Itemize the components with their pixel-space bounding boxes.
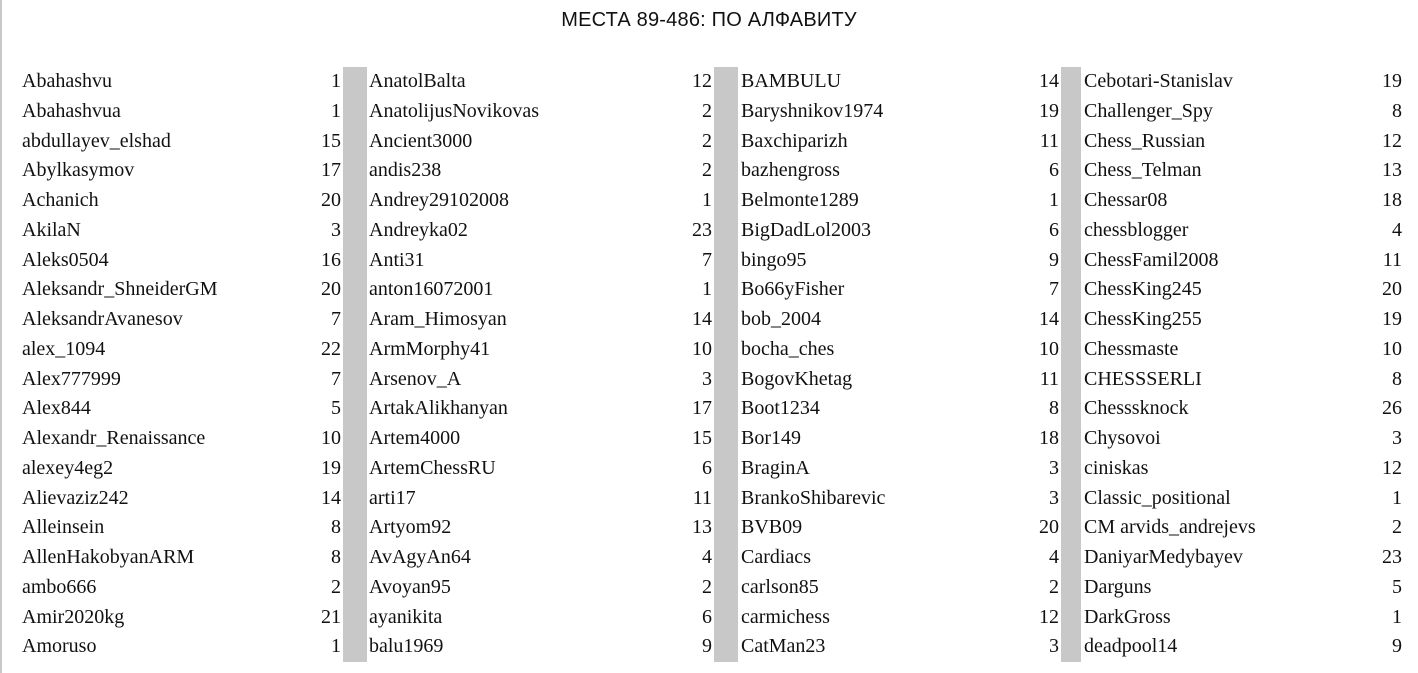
player-name: Alievaziz242 xyxy=(22,486,129,509)
player-score: 18 xyxy=(1382,189,1402,211)
player-score: 18 xyxy=(1039,427,1059,449)
player-name: Andrey29102008 xyxy=(369,189,509,211)
player-name: balu1969 xyxy=(369,635,444,658)
player-name: Abahashvua xyxy=(22,99,121,122)
column-3 xyxy=(741,67,1059,662)
list-row xyxy=(369,424,712,454)
player-score: 19 xyxy=(1382,308,1402,330)
player-score: 20 xyxy=(1039,516,1059,539)
player-score: 13 xyxy=(1382,159,1402,182)
list-row xyxy=(22,424,341,454)
player-score: 7 xyxy=(331,367,341,390)
player-name: Alex844 xyxy=(22,397,91,420)
player-score: 13 xyxy=(692,516,712,539)
player-name: BraginA xyxy=(741,456,810,479)
list-row xyxy=(369,543,712,573)
list-row xyxy=(741,246,1059,276)
list-row xyxy=(22,394,341,424)
player-score: 8 xyxy=(1049,397,1059,420)
player-score: 19 xyxy=(1039,99,1059,122)
player-score: 3 xyxy=(1392,427,1402,449)
player-score: 7 xyxy=(331,308,341,330)
list-row xyxy=(22,216,341,246)
list-row xyxy=(369,484,712,514)
list-row xyxy=(1084,424,1402,454)
list-row xyxy=(741,394,1059,424)
player-score: 3 xyxy=(702,367,712,390)
player-name: Baxchiparizh xyxy=(741,129,848,152)
list-row xyxy=(369,603,712,633)
player-score: 15 xyxy=(692,427,712,449)
list-row xyxy=(741,632,1059,662)
list-row xyxy=(22,454,341,484)
list-row xyxy=(741,365,1059,395)
player-name: Aleks0504 xyxy=(22,248,109,271)
player-name: Bo66yFisher xyxy=(741,278,845,301)
list-row xyxy=(22,305,341,335)
list-row xyxy=(1084,573,1402,603)
player-score: 5 xyxy=(331,397,341,420)
player-name: Artem4000 xyxy=(369,427,461,449)
player-score: 1 xyxy=(702,189,712,211)
list-row xyxy=(1084,246,1402,276)
list-row xyxy=(369,275,712,305)
player-score: 22 xyxy=(321,337,341,360)
player-score: 21 xyxy=(321,605,341,628)
list-row xyxy=(22,632,341,662)
list-row xyxy=(22,365,341,395)
list-row xyxy=(741,513,1059,543)
player-name: anton16072001 xyxy=(369,278,494,301)
player-name: Artyom92 xyxy=(369,516,452,539)
player-name: Avoyan95 xyxy=(369,575,451,598)
player-name: bazhengross xyxy=(741,159,840,182)
list-row xyxy=(741,216,1059,246)
player-name: Alexandr_Renaissance xyxy=(22,427,206,449)
player-score: 7 xyxy=(702,248,712,271)
list-row xyxy=(1084,603,1402,633)
player-name: alex_1094 xyxy=(22,337,106,360)
player-name: Bor149 xyxy=(741,427,801,449)
list-row xyxy=(741,484,1059,514)
list-row xyxy=(1084,394,1402,424)
player-score: 12 xyxy=(1039,605,1059,628)
player-name: ArtakAlikhanyan xyxy=(369,397,508,420)
player-name: ChessKing255 xyxy=(1084,308,1202,330)
list-row xyxy=(22,156,341,186)
player-name: Chess_Telman xyxy=(1084,159,1202,182)
list-row xyxy=(369,573,712,603)
player-score: 3 xyxy=(331,218,341,241)
list-row xyxy=(22,543,341,573)
list-row xyxy=(741,127,1059,157)
player-name: Andreyka02 xyxy=(369,218,468,241)
player-score: 8 xyxy=(1392,367,1402,390)
player-name: Ancient3000 xyxy=(369,129,473,152)
player-score: 8 xyxy=(331,546,341,568)
player-name: AnatolijusNovikovas xyxy=(369,99,539,122)
list-row xyxy=(369,305,712,335)
list-row xyxy=(741,67,1059,97)
player-score: 5 xyxy=(1392,575,1402,598)
list-row xyxy=(369,365,712,395)
player-score: 1 xyxy=(331,635,341,658)
player-score: 14 xyxy=(1039,70,1059,92)
player-score: 2 xyxy=(331,575,341,598)
player-name: andis238 xyxy=(369,159,442,182)
column-separator-3 xyxy=(1061,67,1081,662)
player-name: Cebotari-Stanislav xyxy=(1084,70,1233,92)
player-score: 1 xyxy=(702,278,712,301)
list-row xyxy=(22,335,341,365)
player-name: ChessKing245 xyxy=(1084,278,1202,301)
player-score: 16 xyxy=(321,248,341,271)
player-name: AnatolBalta xyxy=(369,70,466,92)
list-row xyxy=(741,543,1059,573)
player-score: 11 xyxy=(1382,248,1402,271)
list-row xyxy=(22,67,341,97)
player-score: 3 xyxy=(1049,635,1059,658)
player-score: 11 xyxy=(692,486,712,509)
player-score: 20 xyxy=(321,189,341,211)
player-score: 1 xyxy=(331,99,341,122)
player-name: ambo666 xyxy=(22,575,97,598)
player-score: 20 xyxy=(1382,278,1402,301)
player-score: 20 xyxy=(321,278,341,301)
list-row xyxy=(1084,186,1402,216)
player-name: Chysovoi xyxy=(1084,427,1161,449)
list-row xyxy=(741,454,1059,484)
list-row xyxy=(1084,216,1402,246)
player-score: 12 xyxy=(1382,129,1402,152)
player-name: AkilaN xyxy=(22,218,81,241)
list-row xyxy=(1084,156,1402,186)
list-row xyxy=(741,275,1059,305)
player-score: 23 xyxy=(1382,546,1402,568)
player-score: 19 xyxy=(321,456,341,479)
player-name: ciniskas xyxy=(1084,456,1149,479)
player-name: abdullayev_elshad xyxy=(22,129,171,152)
player-name: Abylkasymov xyxy=(22,159,135,182)
list-row xyxy=(1084,97,1402,127)
list-row xyxy=(369,513,712,543)
player-name: Classic_positional xyxy=(1084,486,1231,509)
player-name: Baryshnikov1974 xyxy=(741,99,884,122)
player-score: 10 xyxy=(1039,337,1059,360)
player-name: CM arvids_andrejevs xyxy=(1084,516,1256,539)
list-row xyxy=(369,216,712,246)
list-row xyxy=(741,424,1059,454)
player-score: 1 xyxy=(1049,189,1059,211)
player-name: Darguns xyxy=(1084,575,1152,598)
page-title: МЕСТА 89-486: ПО АЛФАВИТУ xyxy=(561,9,857,31)
list-row xyxy=(369,186,712,216)
list-row xyxy=(22,484,341,514)
player-score: 4 xyxy=(1049,546,1059,568)
player-score: 2 xyxy=(1049,575,1059,598)
player-name: deadpool14 xyxy=(1084,635,1178,658)
player-name: ArtemChessRU xyxy=(369,456,496,479)
player-name: ArmMorphy41 xyxy=(369,337,491,360)
player-score: 17 xyxy=(321,159,341,182)
list-row xyxy=(741,186,1059,216)
player-score: 2 xyxy=(702,129,712,152)
player-score: 1 xyxy=(1392,486,1402,509)
list-row xyxy=(22,513,341,543)
player-name: BVB09 xyxy=(741,516,803,539)
player-score: 12 xyxy=(1382,456,1402,479)
player-score: 1 xyxy=(331,70,341,92)
player-score: 17 xyxy=(692,397,712,420)
player-score: 9 xyxy=(1392,635,1402,658)
player-score: 9 xyxy=(1049,248,1059,271)
list-row xyxy=(369,632,712,662)
player-score: 11 xyxy=(1039,367,1059,390)
list-row xyxy=(1084,365,1402,395)
player-name: Chessar08 xyxy=(1084,189,1168,211)
player-score: 6 xyxy=(1049,159,1059,182)
list-row xyxy=(741,156,1059,186)
list-row xyxy=(1084,513,1402,543)
player-name: bingo95 xyxy=(741,248,807,271)
list-row xyxy=(369,156,712,186)
player-name: bocha_ches xyxy=(741,337,835,360)
player-name: BogovKhetag xyxy=(741,367,853,390)
list-row xyxy=(1084,127,1402,157)
player-name: Boot1234 xyxy=(741,397,820,420)
list-row xyxy=(1084,305,1402,335)
player-score: 2 xyxy=(702,99,712,122)
player-score: 11 xyxy=(1039,129,1059,152)
player-score: 12 xyxy=(692,70,712,92)
player-name: bob_2004 xyxy=(741,308,821,330)
list-row xyxy=(22,275,341,305)
list-row xyxy=(22,97,341,127)
list-row xyxy=(1084,275,1402,305)
player-score: 6 xyxy=(1049,218,1059,241)
player-name: AllenHakobyanARM xyxy=(22,546,195,568)
list-row xyxy=(741,305,1059,335)
player-name: carmichess xyxy=(741,605,830,628)
player-score: 14 xyxy=(321,486,341,509)
column-2 xyxy=(369,67,712,662)
player-score: 14 xyxy=(692,308,712,330)
list-row xyxy=(1084,632,1402,662)
player-score: 9 xyxy=(702,635,712,658)
player-score: 15 xyxy=(321,129,341,152)
player-name: Cardiacs xyxy=(741,546,811,568)
player-name: AleksandrAvanesov xyxy=(22,308,183,330)
player-name: Alex777999 xyxy=(22,367,121,390)
column-1 xyxy=(22,67,341,662)
list-row xyxy=(369,246,712,276)
player-name: BAMBULU xyxy=(741,70,842,92)
list-row xyxy=(1084,484,1402,514)
player-score: 8 xyxy=(1392,99,1402,122)
player-score: 2 xyxy=(1392,516,1402,539)
list-row xyxy=(1084,454,1402,484)
player-score: 10 xyxy=(321,427,341,449)
player-name: Alleinsein xyxy=(22,516,105,539)
player-score: 2 xyxy=(702,159,712,182)
player-name: carlson85 xyxy=(741,575,819,598)
player-name: DaniyarMedybayev xyxy=(1084,546,1243,568)
player-name: AvAgyAn64 xyxy=(369,546,471,568)
player-name: alexey4eg2 xyxy=(22,456,114,479)
player-score: 14 xyxy=(1039,308,1059,330)
player-name: BigDadLol2003 xyxy=(741,218,871,241)
player-name: ChessFamil2008 xyxy=(1084,248,1219,271)
player-name: Arsenov_A xyxy=(369,367,462,390)
column-4 xyxy=(1084,67,1402,662)
column-separator-1 xyxy=(343,67,367,662)
player-score: 19 xyxy=(1382,70,1402,92)
column-separator-2 xyxy=(714,67,738,662)
player-score: 7 xyxy=(1049,278,1059,301)
player-name: ayanikita xyxy=(369,605,443,628)
player-score: 10 xyxy=(1382,337,1402,360)
list-row xyxy=(369,335,712,365)
player-name: arti17 xyxy=(369,486,416,509)
player-name: Amir2020kg xyxy=(22,605,125,628)
list-row xyxy=(369,127,712,157)
list-row xyxy=(369,97,712,127)
player-score: 23 xyxy=(692,218,712,241)
player-name: Abahashvu xyxy=(22,70,112,92)
player-score: 26 xyxy=(1382,397,1402,420)
list-row xyxy=(1084,335,1402,365)
list-row xyxy=(369,67,712,97)
player-score: 4 xyxy=(702,546,712,568)
list-row xyxy=(741,603,1059,633)
list-row xyxy=(1084,67,1402,97)
list-row xyxy=(741,335,1059,365)
player-name: Achanich xyxy=(22,189,99,211)
player-name: DarkGross xyxy=(1084,605,1171,628)
list-row xyxy=(369,454,712,484)
player-name: BrankoShibarevic xyxy=(741,486,886,509)
player-name: Aleksandr_ShneiderGM xyxy=(22,278,218,301)
player-score: 1 xyxy=(1392,605,1402,628)
list-row xyxy=(741,573,1059,603)
list-row xyxy=(22,127,341,157)
player-score: 10 xyxy=(692,337,712,360)
player-name: Aram_Himosyan xyxy=(369,308,507,330)
player-score: 3 xyxy=(1049,486,1059,509)
player-name: Amoruso xyxy=(22,635,97,658)
player-score: 2 xyxy=(702,575,712,598)
player-name: Chess_Russian xyxy=(1084,129,1206,152)
player-score: 6 xyxy=(702,605,712,628)
player-name: CHESSSERLI xyxy=(1084,367,1202,390)
player-name: Challenger_Spy xyxy=(1084,99,1213,122)
list-row xyxy=(22,246,341,276)
list-row xyxy=(22,573,341,603)
player-name: Anti31 xyxy=(369,248,425,271)
player-score: 3 xyxy=(1049,456,1059,479)
player-name: Chesssknock xyxy=(1084,397,1189,420)
player-name: Belmonte1289 xyxy=(741,189,859,211)
player-name: Chessmaste xyxy=(1084,337,1179,360)
list-row xyxy=(1084,543,1402,573)
player-score: 8 xyxy=(331,516,341,539)
list-row xyxy=(22,186,341,216)
player-score: 6 xyxy=(702,456,712,479)
player-name: chessblogger xyxy=(1084,218,1189,241)
player-score: 4 xyxy=(1392,218,1402,241)
list-row xyxy=(369,394,712,424)
list-row xyxy=(22,603,341,633)
player-name: CatMan23 xyxy=(741,635,826,658)
left-border xyxy=(0,0,2,673)
list-row xyxy=(741,97,1059,127)
